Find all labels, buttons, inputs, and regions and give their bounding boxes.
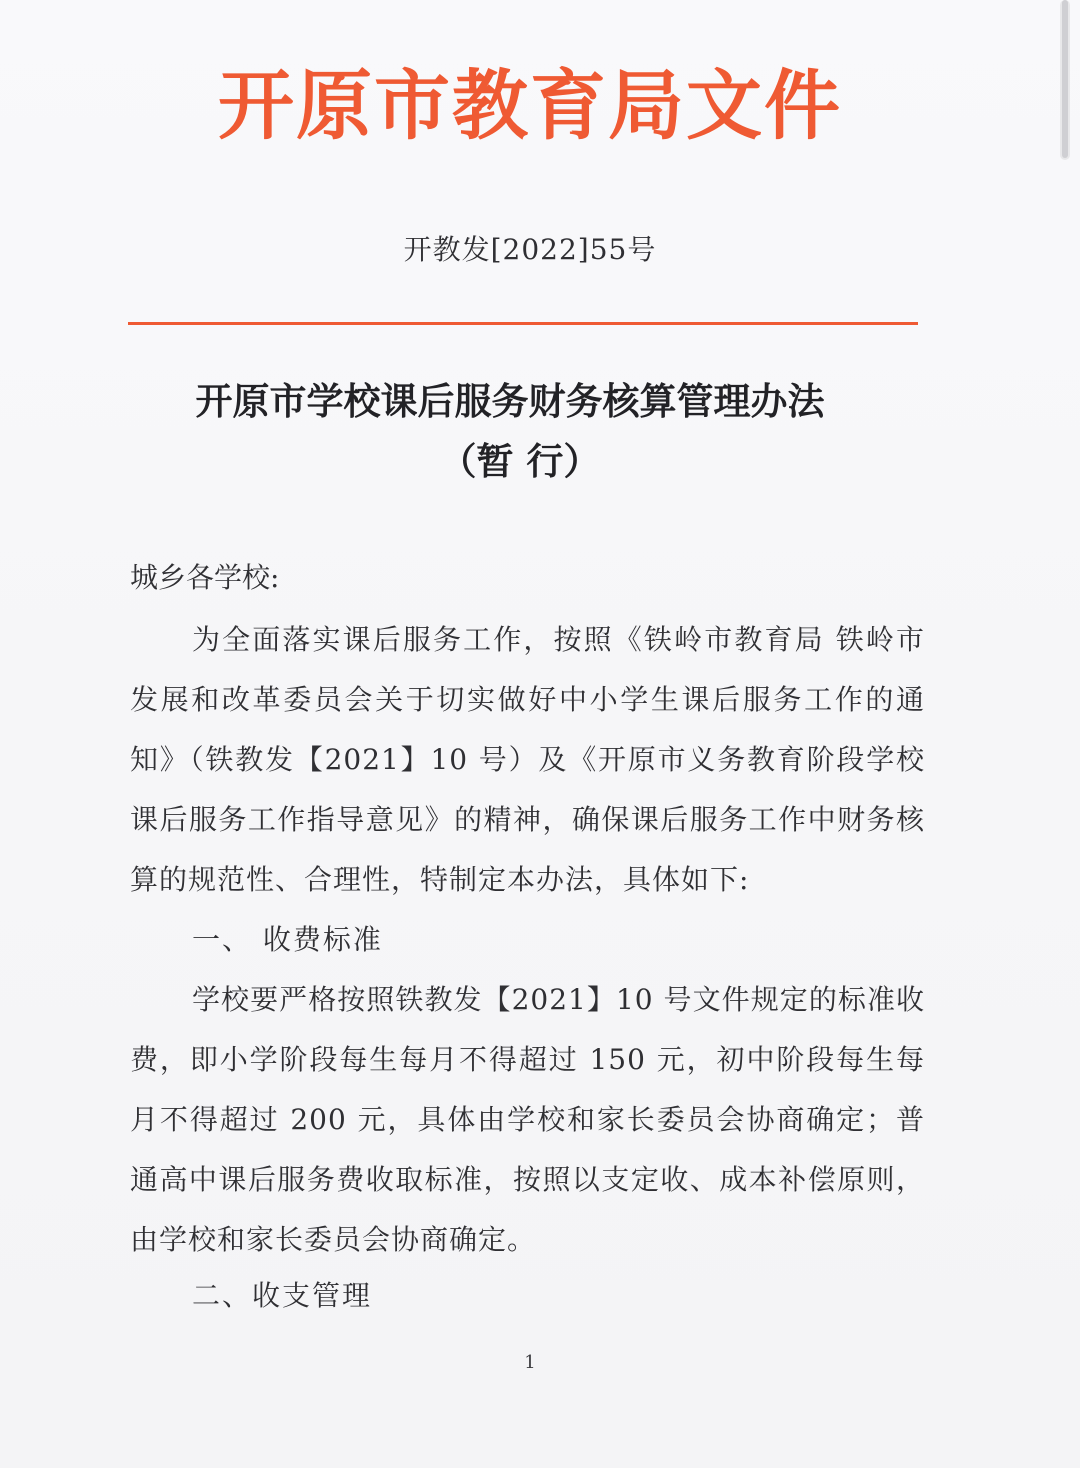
- body-paragraph: 为全面落实课后服务工作，按照《铁岭市教育局 铁岭市发展和改革委员会关于切实做好中小学生课后服务工作的通知》（铁教发【2021】10 号）及《开原市义务教育阶段学校课后服务工作指导意见》的精神，确保课后服务工作中财务核算的规范性、合理性，特制定本办法，具体如下:: [130, 623, 925, 896]
- section-heading: 二、收支管理: [192, 1279, 373, 1312]
- document-title: 开原市学校课后服务财务核算管理办法: [195, 380, 825, 423]
- scrollbar[interactable]: [1060, 0, 1070, 160]
- salutation: 城乡各学校:: [130, 561, 280, 594]
- section-heading: 一、 收费标准: [192, 923, 383, 956]
- page-number: 1: [524, 1352, 536, 1373]
- body-paragraph: 学校要严格按照铁教发【2021】10 号文件规定的标准收费，即小学阶段每生每月不得超过 150 元，初中阶段每生每月不得超过 200 元，具体由学校和家长委员会协商确定；普通高中课后服务费收取标准，按照以支定收、成本补偿原则，由学校和家长委员会协商确定。: [130, 983, 925, 1256]
- red-divider: [128, 322, 918, 325]
- document-number: 开教发[2022]55号: [403, 233, 657, 266]
- document-subtitle: （暂 行）: [439, 440, 601, 483]
- document-masthead: 开原市教育局文件: [218, 61, 842, 150]
